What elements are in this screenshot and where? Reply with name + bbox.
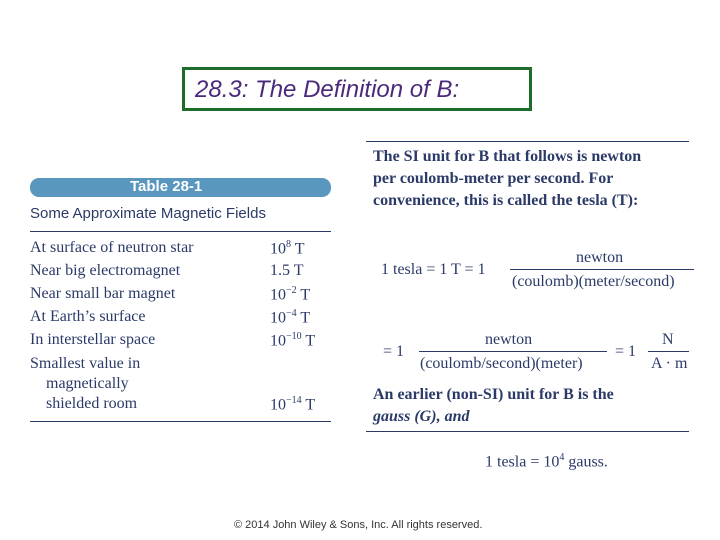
top-rule	[366, 141, 689, 142]
eq2-denominator-2: A · m	[651, 355, 688, 372]
eq1-fraction-bar	[510, 269, 694, 270]
row-value: $10^8$ T	[270, 239, 305, 258]
row-label: At Earth’s surface	[30, 308, 146, 325]
table-header: Table 28-1	[130, 178, 203, 195]
row-value: $10^{-2}$ T	[270, 285, 311, 304]
eq2-middle: = 1	[615, 343, 637, 360]
para1-line1: The SI unit for B that follows is newton	[373, 148, 642, 165]
table-top-rule	[30, 231, 331, 232]
row-value: $10^{-10}$ T	[270, 331, 316, 350]
eq2-numerator-2: N	[662, 331, 674, 348]
row-value: $10^{-14}$ T	[270, 395, 316, 414]
eq1-lhs: 1 tesla = 1 T = 1	[381, 261, 486, 278]
row-label: At surface of neutron star	[30, 239, 194, 256]
bottom-rule	[366, 431, 689, 432]
para1-line3: convenience, this is called the tesla (T):	[373, 192, 639, 209]
table-bottom-rule	[30, 421, 331, 422]
row-label: Smallest value in	[30, 355, 141, 372]
para2-line1: An earlier (non-SI) unit for B is the	[373, 386, 614, 403]
row-label: magnetically	[46, 375, 129, 392]
para2-line2: gauss (G), and	[373, 408, 470, 425]
row-value: $10^{-4}$ T	[270, 308, 311, 327]
copyright-footer: © 2014 John Wiley & Sons, Inc. All rights reserved.	[234, 519, 483, 531]
eq3: 1 tesla = $10^4$ gauss.	[485, 452, 608, 471]
slide-title: 28.3: The Definition of B:	[195, 76, 460, 103]
eq2-fraction-bar	[419, 351, 607, 352]
row-value: 1.5 T	[270, 262, 304, 279]
eq1-denominator: (coulomb)(meter/second)	[512, 273, 675, 290]
table-subtitle: Some Approximate Magnetic Fields	[30, 205, 266, 222]
slide-title-box	[182, 67, 532, 111]
row-label: Near big electromagnet	[30, 262, 181, 279]
row-label: Near small bar magnet	[30, 285, 176, 302]
row-label: shielded room	[46, 395, 138, 412]
para1-line2: per coulomb-meter per second. For	[373, 170, 614, 187]
eq2-lhs: = 1	[383, 343, 405, 360]
eq2-fraction-bar-2	[648, 351, 689, 352]
table-header-bar	[30, 178, 331, 197]
eq2-numerator: newton	[485, 331, 533, 348]
row-label: In interstellar space	[30, 331, 156, 348]
eq2-denominator: (coulomb/second)(meter)	[420, 355, 583, 372]
eq1-numerator: newton	[576, 249, 624, 266]
